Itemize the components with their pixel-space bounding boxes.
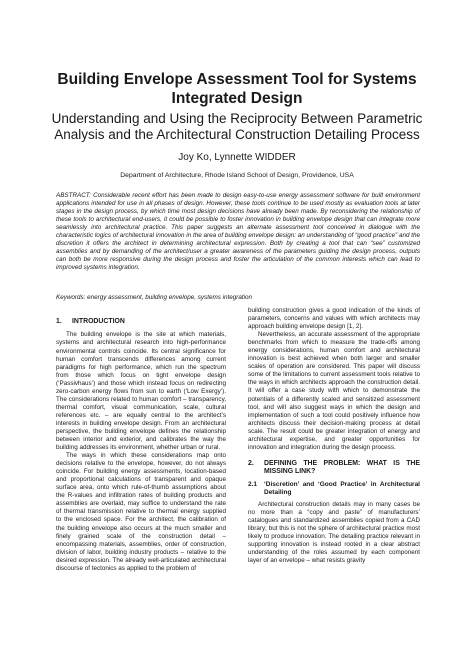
section-heading-introduction (56, 318, 226, 326)
subsection-heading (248, 481, 420, 497)
authors: Joy Ko, Lynnette WIDDER (178, 152, 296, 163)
section-title: INTRODUCTION (72, 318, 125, 325)
affiliation: Department of Architecture, Rhode Island School of Design, Providence, USA (120, 172, 354, 179)
right-column (248, 307, 420, 565)
paper-title: Building Envelope Assessment Tool for Systems Integrated Design (57, 71, 417, 107)
paragraph: The ways in which these considerations map onto decisions relative to the envelope, however, do not always coincide. For building energy assessments, location-based and proportional calculations of transparent and opaque surface area, onto which rule-of-thumb assumptions about the R-values and infiltration rates of building products and assemblies are overlaid, may suffice to understand the rate of thermal transmission relative to thermal energy supplied to the enclosed space. For the architect, the calibration of the building envelope also occurs at the much smaller and finely grained scale of the construction detail – encompassing materials, assemblies, order of construction, division of labor, building industry products – relative to the desired expression. The already well-articulated architectural discourse of tectonics as applied to the problem of (56, 452, 226, 572)
section-number: 2. (248, 459, 254, 467)
keywords: Keywords: energy assessment, building envelope, systems integration (56, 294, 253, 301)
paper-subtitle: Understanding and Using the Reciprocity Between Parametric Analysis and the Architectural Construction Detailing Process (51, 111, 423, 142)
subsection-number: 2.1 (248, 480, 258, 488)
section-heading-problem (248, 460, 420, 477)
abstract: ABSTRACT: Considerable recent effort has been made to design easy-to-use energy assessment software for built environment applications intended for use in all phases of design. However, these tools continue to be used mostly as evaluation tools at later stages in the design process, by which time most design decisions have already been made. By reconsidering the relationship of these tools to architectural end-users, it could be possible to foster innovation in building envelope design that can integrate more seamlessly into architectural practice. This paper suggests an alternate assessment tool conceived in dialogue with the characteristic logics of architectural innovation in the area of building envelope design: an understanding of “good practice” and the discretion it offers the architect in determining architectural expression. Both by creating a tool that can “see” customized assemblies and by demanding of the architect/user a greater awareness of the parameters guiding the design process, outputs can both be more responsive during the design process and foster the articulation of the common interests which can lead to improved systems integration. (56, 192, 420, 272)
paragraph: Architectural construction details may in many cases be no more than a “copy and paste” of manufacturers’ catalogues and standardized assemblies copied from a CAD library; but this is not the sphere of architectural practice most likely to produce innovation. The detailing practice relevant in supporting innovation is instead rooted in a clear abstract understanding of the roles assumed by each component layer of an envelope – what resists gravity (248, 500, 420, 565)
section-number: 1. (56, 318, 62, 325)
paragraph: building construction gives a good indication of the kinds of parameters, concerns and values with which architects may approach building envelope design [1, 2]. (248, 307, 420, 331)
paragraph: The building envelope is the site at which materials, systems and architectural research into high-performance environmental controls coincide. Its central significance for human comfort transcends differences among current paradigms for high performance, which run the spectrum from those which focus on tight envelope design (‘Passivhaus’) and those which instead focus on redirecting zero-carbon energy flows from sun to earth (‘Low Exergy’). The considerations related to human comfort – transparency, thermal comfort, visual communication, scale, cultural references etc. – are equally central to the architect’s interests in building envelope design. From an architectural perspective, the building envelope defines the relationship between interior and exterior, and calibrates the way the building addresses its environment, whether urban or rural. (56, 331, 226, 452)
subsection-title: ‘Discretion’ and ‘Good Practice’ in Architectural Detailing (264, 480, 420, 496)
left-column (56, 318, 226, 573)
paragraph: Nevertheless, an accurate assessment of the appropriate benchmarks from which to measure the trade-offs among energy considerations, human comfort and architectural innovation is best achieved when both larger and smaller scales of operation are considered. This paper will discuss some of the limitations to current assessment tools relative to the ways in which architects approach the construction detail. It will offer a case study with which to demonstrate the potentials of a differently scaled and sensitized assessment tool, and will also suggest ways in which the design and implementation of such a tool could positively influence how architects discuss their decision-making process at detail scale. The result could be greater integration of energy and architectural expertise, and greater opportunities for innovation and integration during the design process. (248, 331, 420, 451)
section-title: DEFINING THE PROBLEM: WHAT IS THE MISSING LINK? (264, 459, 420, 476)
